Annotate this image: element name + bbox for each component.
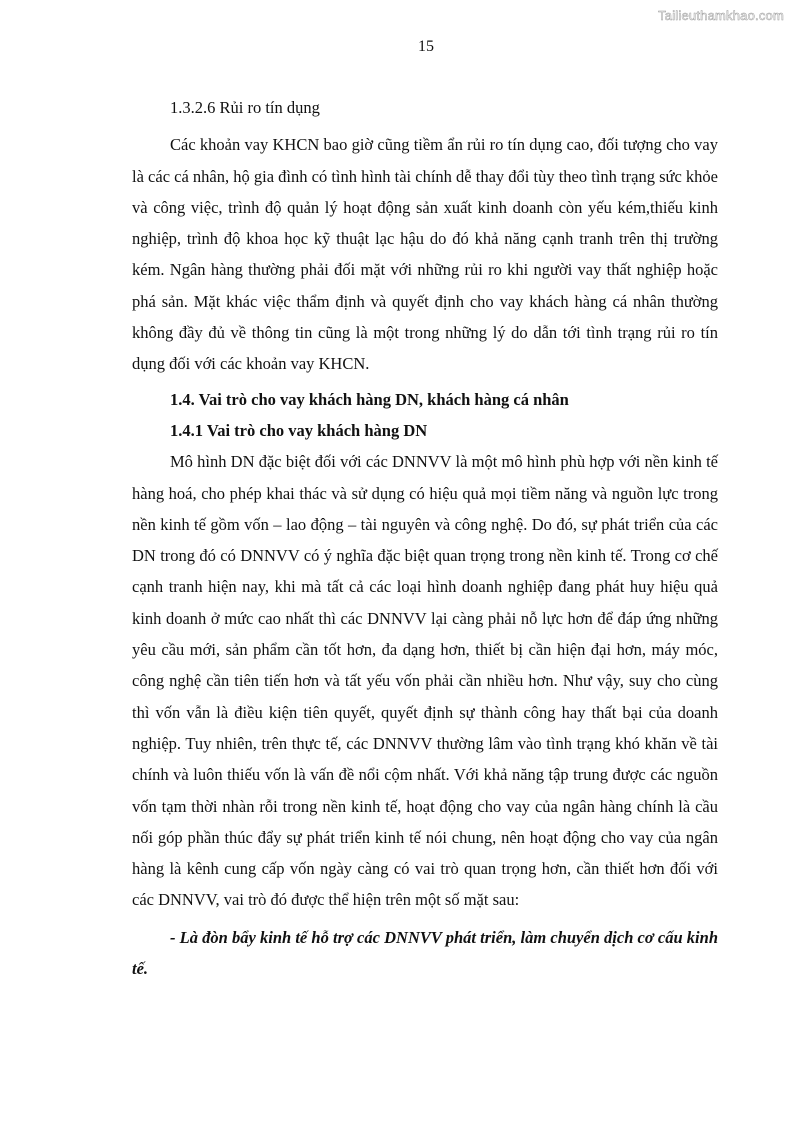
document-body <box>132 92 718 1001</box>
section-heading-1-3-2-6: 1.3.2.6 Rủi ro tín dụng <box>170 98 320 117</box>
section-heading-1-4-1: 1.4.1 Vai trò cho vay khách hàng DN <box>170 420 428 440</box>
bullet-economic-lever: - Là đòn bẩy kinh tế hỗ trợ các DNNVV phát triển, làm chuyển dịch cơ cấu kinh tế. <box>132 927 718 979</box>
section-heading-1-4: 1.4. Vai trò cho vay khách hàng DN, khách hàng cá nhân <box>170 389 569 409</box>
paragraph-business-loan-role: Mô hình DN đặc biệt đối với các DNNVV là một mô hình phù hợp với nền kinh tế hàng hoá, cho phép khai thác và sử dụng có hiệu quả mọi tiềm năng và nguồn lực trong nền kinh tế gồm vốn – lao động – tài nguyên và công nghệ. Do đó, sự phát triển của các DN trong đó có DNNVV có ý nghĩa đặc biệt quan trọng trong nền kinh tế. Trong cơ chế cạnh tranh hiện nay, khi mà tất cả các loại hình doanh nghiệp đang phát huy hiệu quả kinh doanh ở mức cao nhất thì các DNNVV lại càng phải nỗ lực hơn để đáp ứng những yêu cầu mới, sản phẩm cần tốt hơn, đa dạng hơn, thiết bị cần hiện đại hơn, máy móc, công nghệ cần tiên tiến hơn và tất yếu vốn phải cần nhiều hơn. Như vậy, suy cho cùng thì vốn vẫn là điều kiện tiên quyết, quyết định sự thành công hay thất bại của doanh nghiệp. Tuy nhiên, trên thực tế, các DNNVV thường lâm vào tình trạng khó khăn về tài chính và luôn thiếu vốn là vấn đề nổi cộm nhất. Với khả năng tập trung được các nguồn vốn tạm thời nhàn rỗi trong nền kinh tế, hoạt động cho vay của ngân hàng chính là cầu nối góp phần thúc đẩy sự phát triển kinh tế nói chung, nên hoạt động cho vay của ngân hàng là kênh cung cấp vốn ngày càng có vai trò quan trọng hơn, cần thiết hơn đối với các DNNVV, vai trò đó được thể hiện trên một số mặt sau: <box>132 452 718 910</box>
paragraph-credit-risk: Các khoản vay KHCN bao giờ cũng tiềm ẩn rủi ro tín dụng cao, đối tượng cho vay là các cá nhân, hộ gia đình có tình hình tài chính dễ thay đổi tùy theo tình trạng sức khỏe và công việc, trình độ quản lý hoạt động sản xuất kinh doanh còn yếu kém,thiếu kinh nghiệp, trình độ khoa học kỹ thuật lạc hậu do đó khả năng cạnh tranh trên thị trường kém. Ngân hàng thường phải đối mặt với những rủi ro khi người vay thất nghiệp hoặc phá sản. Mặt khác việc thẩm định và quyết định cho vay khách hàng cá nhân thường không đầy đủ về thông tin cũng là một trong những lý do dẫn tới tình trạng rủi ro tín dụng đối với các khoản vay KHCN. <box>132 135 718 374</box>
page-number: 15 <box>418 38 434 55</box>
watermark: Tailieuthamkhao.com <box>658 8 784 23</box>
